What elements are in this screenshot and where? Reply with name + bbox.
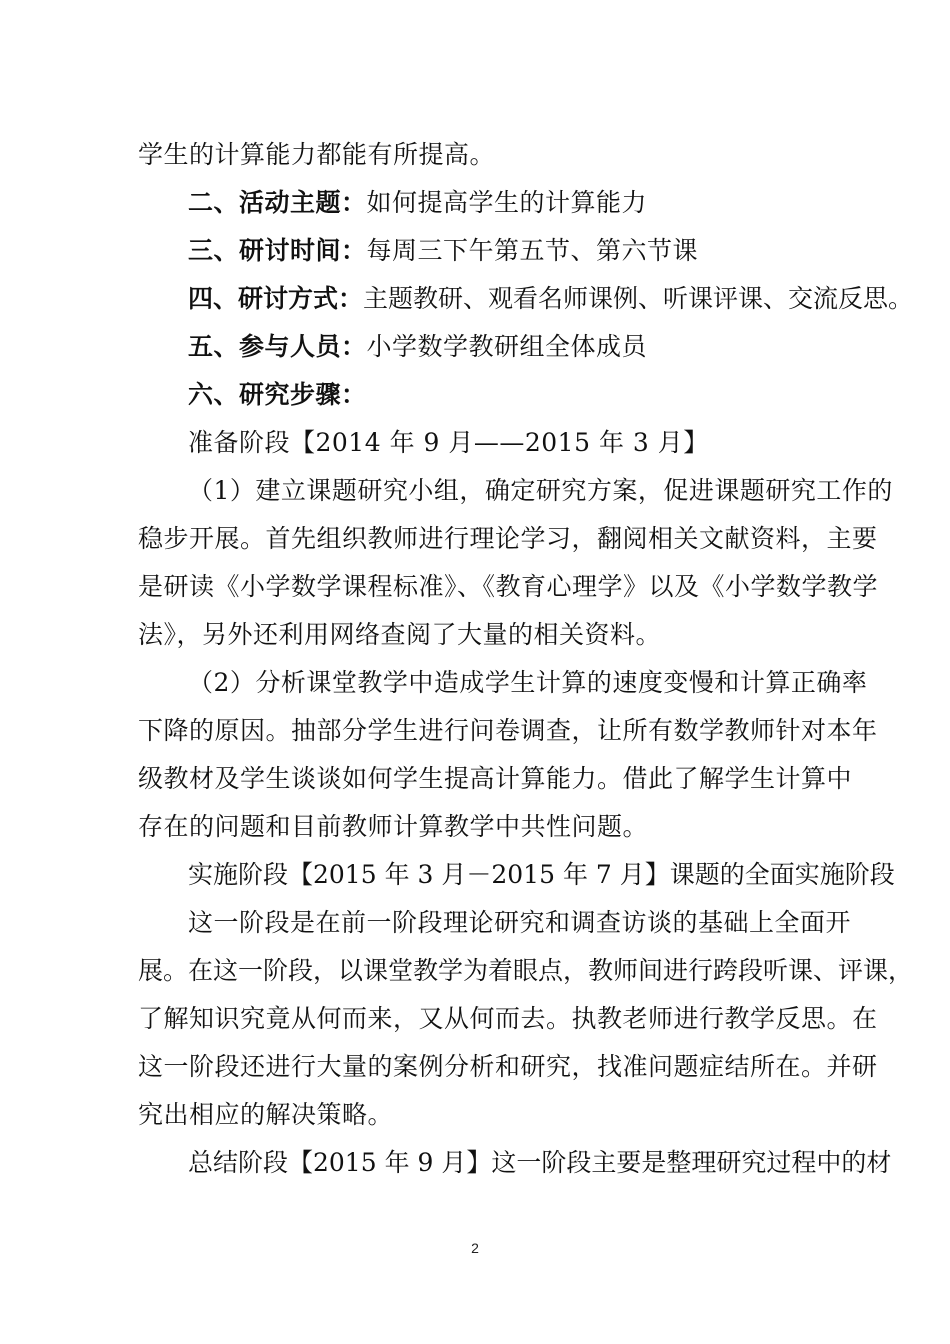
text-line: 下降的原因。抽部分学生进行问卷调查，让所有数学教师针对本年 <box>138 716 878 745</box>
text-line: 存在的问题和目前教师计算教学中共性问题。 <box>138 812 649 841</box>
section-text: 主题教研、观看名师课例、听课评课、交流反思。 <box>363 284 914 313</box>
section-text: 如何提高学生的计算能力 <box>366 188 648 217</box>
section-five <box>188 332 928 362</box>
section-heading: 三、研讨时间： <box>188 236 367 265</box>
section-heading: 二、活动主题： <box>188 188 367 217</box>
text-line: （2）分析课堂教学中造成学生计算的速度变慢和计算正确率 <box>188 668 868 697</box>
text-line: 稳步开展。首先组织教师进行理论学习，翻阅相关文献资料，主要 <box>138 524 878 553</box>
page-number: 2 <box>471 1240 479 1256</box>
text-line: 学生的计算能力都能有所提高。 <box>138 140 496 169</box>
text-line: 这一阶段是在前一阶段理论研究和调查访谈的基础上全面开 <box>188 908 852 937</box>
section-heading: 四、研讨方式： <box>188 284 364 313</box>
section-two <box>188 188 928 218</box>
section-three <box>188 236 928 266</box>
text-line: 法》，另外还利用网络查阅了大量的相关资料。 <box>138 620 662 649</box>
text-line: （1）建立课题研究小组，确定研究方案，促进课题研究工作的 <box>188 476 893 505</box>
section-four <box>188 284 928 314</box>
text-line: 展。在这一阶段，以课堂教学为着眼点，教师间进行跨段听课、评课， <box>138 956 914 985</box>
text-line: 了解知识究竟从何而来，又从何而去。执教老师进行教学反思。在 <box>138 1004 878 1033</box>
section-heading: 六、研究步骤： <box>188 380 367 409</box>
section-text: 小学数学教研组全体成员 <box>366 332 648 361</box>
text-line: 究出相应的解决策略。 <box>138 1100 394 1129</box>
text-line: 准备阶段【2014 年 9 月——2015 年 3 月】 <box>188 428 709 457</box>
text-line: 是研读《小学数学课程标准》、《教育心理学》以及《小学数学教学 <box>138 572 879 601</box>
text-line: 总结阶段【2015 年 9 月】这一阶段主要是整理研究过程中的材 <box>188 1148 892 1177</box>
text-line: 实施阶段【2015 年 3 月－2015 年 7 月】课题的全面实施阶段 <box>188 860 895 889</box>
text-line: 级教材及学生谈谈如何学生提高计算能力。借此了解学生计算中 <box>138 764 853 793</box>
section-text: 每周三下午第五节、第六节课 <box>366 236 699 265</box>
text-line: 这一阶段还进行大量的案例分析和研究，找准问题症结所在。并研 <box>138 1052 878 1081</box>
section-heading: 五、参与人员： <box>188 332 367 361</box>
section-six <box>188 380 928 410</box>
